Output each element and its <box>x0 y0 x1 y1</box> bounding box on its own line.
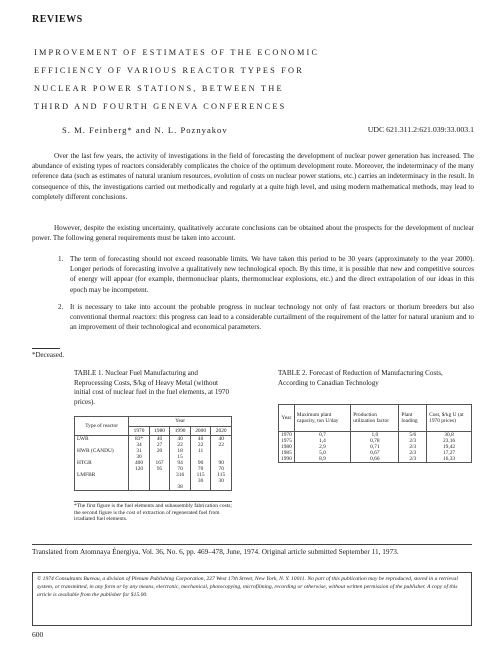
table2-cell: 0,66 <box>351 456 399 463</box>
table2-cell: 8,9 <box>294 456 350 463</box>
table1-note-rule <box>74 501 232 502</box>
table1-cell: 90 70 <box>190 460 211 472</box>
footnote-rule <box>32 348 60 349</box>
list-number: 2. <box>58 303 64 311</box>
table1-note: *The first figure is the fuel elements and subassembly fabrication costs; the second figure is the cost of extraction of regenerated fuel from irradiated fuel elements. <box>74 503 232 523</box>
table2-cell: 0,78 <box>351 438 399 444</box>
table2-caption: TABLE 2. Forecast of Reduction of Manufacturing Costs, According to Canadian Technology <box>278 369 443 387</box>
table2-cell: 1970 <box>279 432 295 439</box>
list-number: 1. <box>58 255 64 263</box>
table1-year: 2000 <box>190 426 211 436</box>
table1-cell: 94 70 <box>170 460 191 472</box>
table1-cell: 40 27 <box>149 436 170 449</box>
list-text: The term of forecasting should not exceed reasonable limits. We have taken this period to be 30 years (approximately to the year 2000). Longer periods of forecasting involve a qualitatively new technological epoch. By this time, it is possible that new and competitive sources of energy will appear (for example, thermonuclear plants, thermonuclear explosions, etc.) and the direct extrapolation of our ideas in this epoch may be incompetent. <box>70 255 474 294</box>
table2-cell: 1,0 <box>351 432 399 439</box>
table1-cell <box>190 484 211 491</box>
table1-cell <box>149 472 170 484</box>
table1-cell: 40 22 <box>190 436 211 449</box>
authors: S. M. Feinberg* and N. L. Poznyakov <box>62 125 228 135</box>
table2-cell: 19,42 <box>427 444 472 450</box>
table1-header-year: Year <box>129 417 232 427</box>
table1-cell: 167 95 <box>149 460 170 472</box>
table1-cell: 90 70 <box>211 460 232 472</box>
title-line-2: EFFICIENCY OF VARIOUS REACTOR TYPES FOR <box>34 66 304 75</box>
table1-header-type: Type of reactor <box>75 417 129 436</box>
table2-header: Year <box>279 405 295 432</box>
table2-cell: 17,27 <box>427 450 472 456</box>
table2-row <box>279 456 472 463</box>
table2-cell: 30,8 <box>427 432 472 439</box>
table1-cell: 20 <box>149 448 170 460</box>
table1-cell-type: LMFBR <box>75 472 129 484</box>
list-text: It is necessary to take into account the probable progress in nuclear technology not only of fast reactors or thorium breeders but also conventional thermal reactors: this progress can lead to a considerable curtailment of the requirement of the latter for natural uranium and to an improvement of their technological and economical parameters. <box>70 303 474 332</box>
table1-cell: 38 <box>170 484 191 491</box>
table1-cell: 83* 34 <box>129 436 150 449</box>
page-number: 600 <box>32 630 44 639</box>
table1-row <box>75 484 232 491</box>
table1-cell <box>129 484 150 491</box>
table1-row <box>75 448 232 460</box>
table2-header: Cost, $/kg U (at 1970 prices) <box>427 405 472 432</box>
table1-year: 1970 <box>129 426 150 436</box>
table2-cell: 1985 <box>279 450 295 456</box>
table1-cell-type: HTGR <box>75 460 129 472</box>
table1-cell: 115 30 <box>211 472 232 484</box>
table1-row <box>75 472 232 484</box>
table1-cell: 115 30 <box>190 472 211 484</box>
table1-cell: 18 15 <box>170 448 191 460</box>
table2-cell: 2/3 <box>399 456 427 463</box>
title-line-4: THIRD AND FOURTH GENEVA CONFERENCES <box>34 102 287 111</box>
table1-caption: TABLE 1. Nuclear Fuel Manufacturing and Reprocessing Costs, $/kg of Heavy Metal (without initial cost of nuclear fuel in the fuel elements, at 1970 prices). <box>74 369 230 406</box>
table1-cell: 400 120 <box>129 460 150 472</box>
table1-row <box>75 436 232 449</box>
table2-cell: 1975 <box>279 438 295 444</box>
table2-cell: 2/3 <box>399 450 427 456</box>
table2-cell: 1,4 <box>294 438 350 444</box>
table1-cell: 11 <box>190 448 211 460</box>
copyright-text: © 1974 Consultants Bureau, a division of Plenum Publishing Corporation, 227 West 17th Street, New York, N. Y. 10011. No part of this publication may be reproduced, stored in a retrieval system, or transmitted, in any form or by any means, electronic, mechanical, photocopying, microfilming, recording or otherwise, without written permission of the publisher. A copy of this article is available from the publisher for $15.00. <box>37 576 458 599</box>
list-item-1 <box>58 254 474 295</box>
table2-cell: 0,67 <box>351 450 399 456</box>
table1-row <box>75 460 232 472</box>
table2-cell: 0,7 <box>294 432 350 439</box>
table1-cell-type <box>75 484 129 491</box>
table2-cell: 23,16 <box>427 438 472 444</box>
table1-year: 2020 <box>211 426 232 436</box>
footnote-deceased: *Deceased. <box>32 351 65 359</box>
table2-cell: 2/3 <box>399 438 427 444</box>
title-line-1: IMPROVEMENT OF ESTIMATES OF THE ECONOMIC <box>34 48 320 57</box>
table1-cell-type: HWR (CANDU) <box>75 448 129 460</box>
table1-cell: 40 22 <box>211 436 232 449</box>
section-header: REVIEWS <box>32 14 83 25</box>
table2 <box>278 404 472 463</box>
table1-cell: 40 22 <box>170 436 191 449</box>
title-line-3: NUCLEAR POWER STATIONS, BETWEEN THE <box>34 84 284 93</box>
table1-year: 1980 <box>149 426 170 436</box>
table1 <box>74 416 232 491</box>
translation-note: Translated from Atomnaya Énergiya, Vol. 36, No. 6, pp. 469–478, June, 1974. Original article submitted September 11, 1973. <box>32 547 399 556</box>
table2-cell: 1980 <box>279 444 295 450</box>
table1-cell <box>211 448 232 460</box>
table2-header: Maximum plant capacity, ton U/day <box>294 405 350 432</box>
table2-cell: 1990 <box>279 456 295 463</box>
table2-cell: 2,9 <box>294 444 350 450</box>
table2-header: Plant loading <box>399 405 427 432</box>
table1-cell <box>211 484 232 491</box>
table2-header: Production utilization factor <box>351 405 399 432</box>
table2-cell: 5,0 <box>294 450 350 456</box>
table2-cell: 2/3 <box>399 444 427 450</box>
table2-cell: 5/6 <box>399 432 427 439</box>
table2-cell: 16,33 <box>427 456 472 463</box>
translation-rule <box>32 544 472 545</box>
table1-cell <box>149 484 170 491</box>
table1-cell: 31 30 <box>129 448 150 460</box>
table1-cell <box>129 472 150 484</box>
list-item-2 <box>58 302 474 333</box>
paragraph-1: Over the last few years, the activity of investigations in the field of forecasting the development of nuclear power generation has increased. The abundance of existing types of reactors considerably complicates the choice of the optimum development route. Moreover, the indeterminacy of the many reference data (such as estimates of natural uranium resources, evolution of costs on nuclear power stations, etc.) carries an indeterminacy in the result. In consequence of this, the investigations carried out methodically and regularly at a quite high level, and using modern mathematical methods, may lead to completely different conclusions. <box>32 152 474 201</box>
table1-year: 1990 <box>170 426 191 436</box>
paragraph-2: However, despite the existing uncertainty, qualitatively accurate conclusions can be obtained about the prospects for the development of nuclear power. The following general requirements must be taken into account. <box>32 224 474 243</box>
table1-cell-type: LWR <box>75 436 129 449</box>
table2-cell: 0,71 <box>351 444 399 450</box>
table1-cell: 316 <box>170 472 191 484</box>
udc-code: UDC 621.311.2:621.039:33.003.1 <box>367 125 474 134</box>
